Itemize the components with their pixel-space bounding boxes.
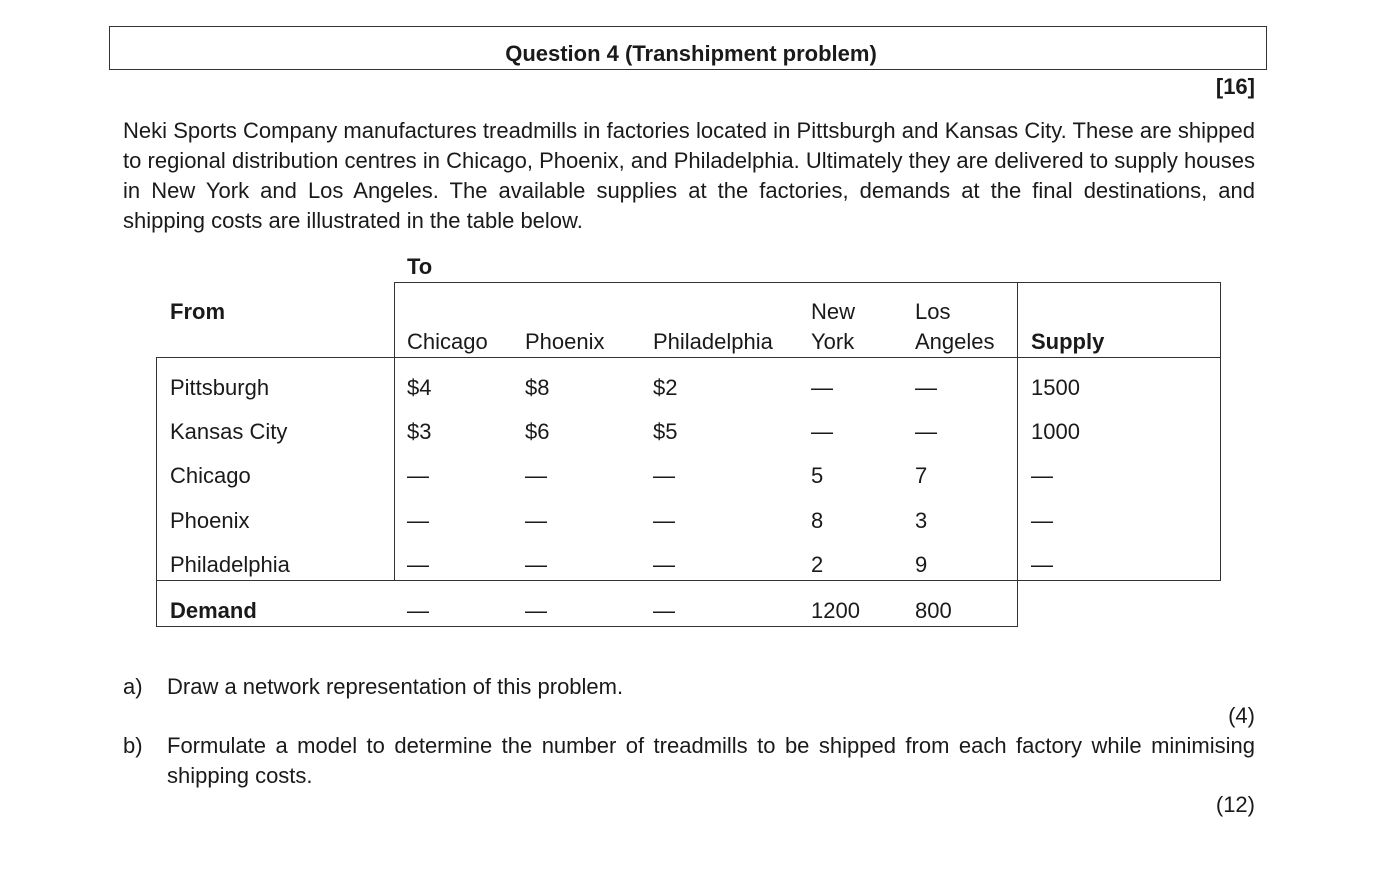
- question-marks: (12): [1215, 792, 1255, 817]
- table-border-bottom: [156, 626, 1018, 627]
- cell-value: —: [407, 552, 429, 577]
- cell-value: $2: [653, 375, 678, 400]
- intro-paragraph: Neki Sports Company manufactures treadmills in factories located in Pittsburgh and Kansas City. These are shipped to regional distribution centres in Chicago, Phoenix, and Philadelphia. Ultimately they are delivered to supply houses in New York and Los Angeles. The available supplies at the factories, demands at the final destinations, and shipping costs are illustrated in the table below.: [123, 118, 1255, 233]
- table-divider-from: [394, 282, 395, 581]
- row-name: Philadelphia: [170, 552, 290, 577]
- from-label: From: [170, 299, 225, 324]
- table-header-rule: [156, 357, 1220, 358]
- cell-value: $5: [653, 419, 678, 444]
- question-text: Formulate a model to determine the number of treadmills to be shipped from each factory while minimising shipping costs.: [167, 733, 1255, 788]
- question-title: Question 4 (Transhipment problem): [505, 41, 877, 66]
- supply-label: Supply: [1031, 329, 1105, 354]
- cell-value: —: [915, 419, 937, 444]
- table-border-top: [394, 282, 1220, 283]
- cell-value: 7: [915, 463, 928, 488]
- table-body-rule: [156, 580, 1220, 581]
- supply-value: 1000: [1031, 419, 1080, 444]
- col-header-los-angeles-line2: Angeles: [915, 329, 995, 354]
- demand-value: —: [525, 598, 547, 623]
- to-label: To: [407, 254, 433, 279]
- cell-value: 2: [811, 552, 824, 577]
- col-header-los-angeles-line1: Los: [915, 299, 951, 324]
- cell-value: —: [525, 463, 547, 488]
- col-header-phoenix: Phoenix: [525, 329, 605, 354]
- cell-value: —: [525, 552, 547, 577]
- supply-value: —: [1031, 552, 1053, 577]
- col-header-new-york-line1: New: [811, 299, 856, 324]
- cell-value: —: [653, 508, 675, 533]
- cell-value: —: [653, 552, 675, 577]
- cell-value: $3: [407, 419, 432, 444]
- demand-value: —: [407, 598, 429, 623]
- col-header-chicago: Chicago: [407, 329, 488, 354]
- cell-value: —: [525, 508, 547, 533]
- table-border-right: [1220, 282, 1221, 581]
- question-marks: (4): [1228, 703, 1255, 728]
- question-text: Draw a network representation of this problem.: [167, 674, 624, 699]
- cell-value: —: [811, 419, 833, 444]
- cell-value: —: [811, 375, 833, 400]
- col-header-new-york-line2: York: [811, 329, 855, 354]
- cell-value: $4: [407, 375, 432, 400]
- col-header-philadelphia: Philadelphia: [653, 329, 773, 354]
- question-label: b): [123, 733, 143, 758]
- supply-value: —: [1031, 463, 1053, 488]
- cell-value: 3: [915, 508, 928, 533]
- cell-value: 5: [811, 463, 824, 488]
- row-name: Kansas City: [170, 419, 288, 444]
- cell-value: —: [407, 463, 429, 488]
- total-marks: [16]: [1215, 74, 1255, 99]
- row-name: Pittsburgh: [170, 375, 270, 400]
- cell-value: —: [407, 508, 429, 533]
- cell-value: $8: [525, 375, 550, 400]
- demand-label: Demand: [170, 598, 257, 623]
- demand-value: 1200: [811, 598, 860, 623]
- row-name: Phoenix: [170, 508, 250, 533]
- cell-value: 9: [915, 552, 928, 577]
- cell-value: $6: [525, 419, 550, 444]
- cell-value: —: [915, 375, 937, 400]
- table-divider-supply: [1017, 282, 1018, 627]
- demand-value: —: [653, 598, 675, 623]
- cell-value: —: [653, 463, 675, 488]
- supply-value: —: [1031, 508, 1053, 533]
- row-name: Chicago: [170, 463, 251, 488]
- question-label: a): [123, 674, 143, 699]
- supply-value: 1500: [1031, 375, 1080, 400]
- table-border-left: [156, 357, 157, 627]
- demand-value: 800: [915, 598, 952, 623]
- cell-value: 8: [811, 508, 824, 533]
